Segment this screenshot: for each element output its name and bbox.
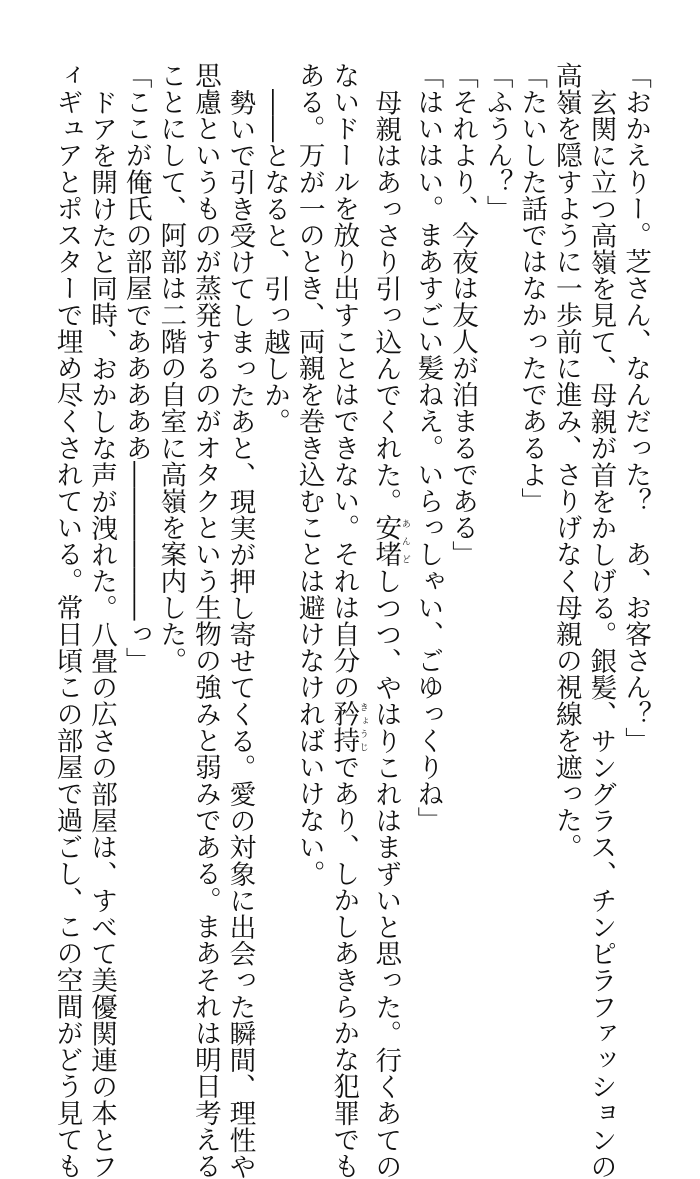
ruby-anshin-base: 安堵 (370, 514, 402, 568)
text-line-4: 「たいした話ではなかったであるよ」 (516, 62, 548, 515)
text-line-2: 玄関に立つ高嶺を見て、母親が首をかしげる。銀髪、サングラス、チンピラファッションの (585, 88, 617, 1179)
text-line-6: 「それより、今夜は友人が泊まるである」 (447, 62, 479, 568)
text-line-13: 思慮というものが蒸発するのがオタクという生物の強みと弱みである。まあそれは明日考える (189, 62, 221, 1179)
ruby-anshin (370, 514, 410, 568)
text-line-9 (326, 62, 368, 1179)
text-line-17: ィギュアとポスターで埋め尽くされている。常日頃この部屋で過ごし、この空間がどう見ても (51, 62, 83, 1179)
ruby-kyouji-base: 矜持 (328, 700, 360, 754)
text-line-5: 「ふうん？」 (481, 62, 513, 222)
vertical-text-block (12, 62, 652, 1179)
text-line-3: 高嶺を隠すように一歩前に進み、さりげなく母親の視線を遮った。 (550, 62, 582, 860)
text-line-9-after: であり、しかしあきらかな犯罪でも (328, 753, 360, 1179)
text-line-1: 「おかえりー。芝さん、なんだった？ あ、お客さん？」 (620, 62, 651, 754)
text-line-12: 勢いで引き受けてしまったあと、現実が押し寄せてくる。愛の対象に出会った瞬間、理性や (224, 88, 256, 1179)
text-line-16: ドアを開けたと同時、おかしな声が洩れた。八畳の広さの部屋は、すべて美優関連の本とフ (86, 88, 118, 1179)
ruby-kyouji-reading: きょうじ (357, 700, 368, 754)
text-line-15: 「ここが俺氏の部屋であああああ――――――っ」 (120, 62, 152, 674)
text-line-7: 「はいはい。まあすごい髪ねえ。いらっしゃい、ごゆっくりね」 (412, 62, 444, 834)
text-line-11: ――となると、引っ越しか。 (259, 88, 291, 435)
text-line-9-before: ないドールを放り出すことはできない。それは自分の (328, 62, 360, 701)
ruby-kyouji (328, 700, 368, 754)
text-line-14: ことにして、阿部は二階の自室に高嶺を案内した。 (155, 62, 187, 674)
ruby-anshin-reading: あんど (399, 514, 410, 568)
text-line-8 (368, 62, 410, 1179)
text-line-10: ある。万が一のとき、両親を巻き込むことは避けなければいけない。 (293, 62, 325, 887)
text-line-8-after: しつつ、やはりこれはまずいと思った。行くあての (370, 567, 402, 1179)
text-line-8-before: 母親はあっさり引っ込んでくれた。 (370, 88, 402, 515)
